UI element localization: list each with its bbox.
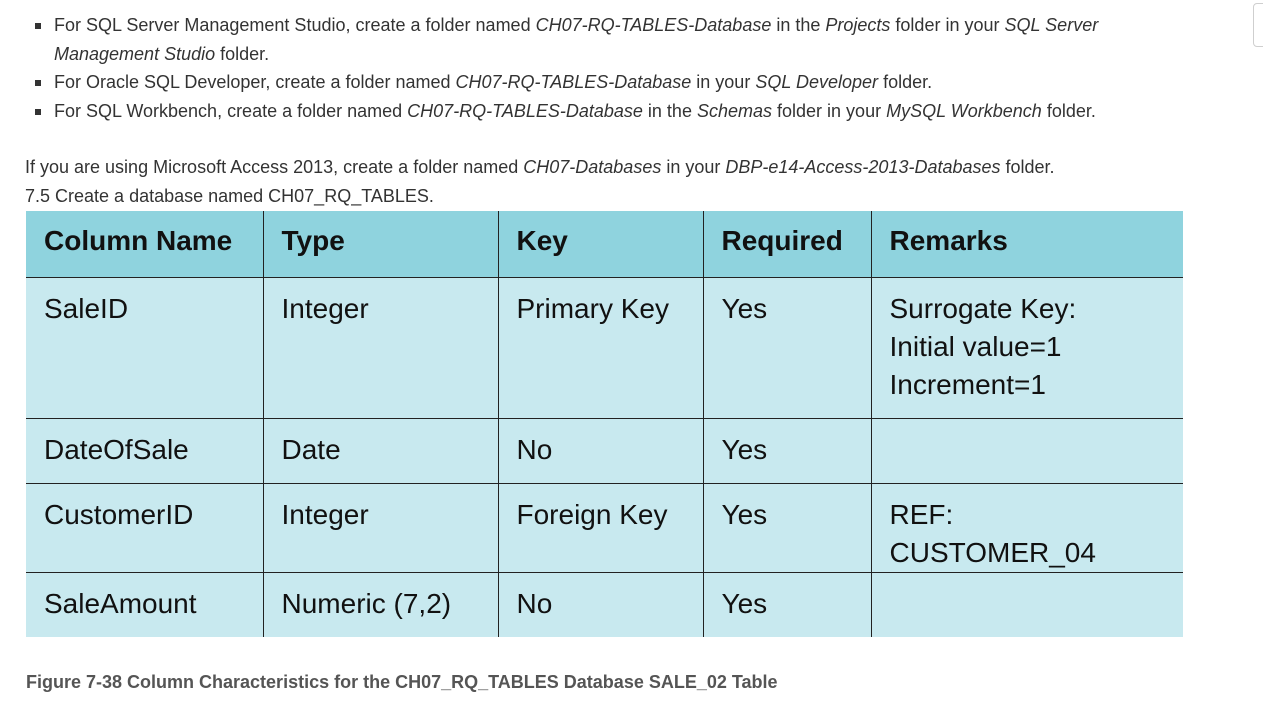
figure-caption: Figure 7-38 Column Characteristics for the CH07_RQ_TABLES Database SALE_02 Table bbox=[26, 672, 778, 692]
list-item bbox=[0, 11, 1174, 68]
header-key: Key bbox=[498, 211, 703, 278]
folder-name: CH07-RQ-TABLES-Database bbox=[455, 72, 692, 92]
cell-key: Primary Key bbox=[498, 278, 703, 419]
folder-name: DBP-e14-Access-2013-Databases bbox=[725, 157, 1001, 177]
folder-name: Projects bbox=[825, 15, 891, 35]
access-instructions bbox=[25, 153, 1055, 210]
remark-line: Increment=1 bbox=[889, 369, 1046, 400]
cell-required: Yes bbox=[703, 419, 871, 484]
text: folder. bbox=[1000, 157, 1055, 177]
exercise-heading: 7.5 Create a database named CH07_RQ_TABLES. bbox=[25, 185, 434, 206]
bullet-square-icon bbox=[35, 23, 41, 29]
access-paragraph bbox=[25, 153, 1055, 182]
folder-name: SQL Developer bbox=[755, 72, 879, 92]
column-characteristics-table bbox=[26, 211, 1183, 637]
text: folder. bbox=[1041, 100, 1096, 121]
cell-type: Date bbox=[263, 419, 498, 484]
side-panel-tab[interactable] bbox=[1253, 3, 1263, 47]
instruction-list bbox=[0, 11, 1200, 125]
bullet-square-icon bbox=[35, 109, 41, 115]
table-row bbox=[26, 419, 1183, 484]
folder-name: Schemas bbox=[696, 100, 773, 121]
folder-name: CH07-RQ-TABLES-Database bbox=[535, 15, 772, 35]
table-row bbox=[26, 484, 1183, 573]
remark-line: REF: CUSTOMER_04 bbox=[889, 499, 1096, 568]
folder-name: CH07-RQ-TABLES-Database bbox=[407, 100, 643, 121]
cell-column-name: CustomerID bbox=[26, 484, 263, 573]
folder-name: CH07-Databases bbox=[523, 157, 662, 177]
text: folder in your bbox=[890, 15, 1005, 35]
text: If you are using Microsoft Access 2013, create a folder named bbox=[25, 157, 524, 177]
cell-column-name: SaleAmount bbox=[26, 573, 263, 638]
cell-remarks bbox=[871, 573, 1183, 638]
header-column-name: Column Name bbox=[26, 211, 263, 278]
folder-name: SQL Server Management Studio bbox=[54, 15, 1099, 64]
table-row bbox=[26, 278, 1183, 419]
bullet-square-icon bbox=[35, 80, 41, 86]
text: in your bbox=[661, 157, 726, 177]
header-type: Type bbox=[263, 211, 498, 278]
header-row bbox=[26, 211, 1183, 278]
cell-required: Yes bbox=[703, 484, 871, 573]
text: folder. bbox=[215, 43, 270, 64]
text: in your bbox=[691, 72, 756, 92]
text: in the bbox=[642, 100, 697, 121]
text: folder in your bbox=[772, 100, 887, 121]
header-remarks: Remarks bbox=[871, 211, 1183, 278]
cell-remarks bbox=[871, 484, 1183, 573]
table-row bbox=[26, 573, 1183, 638]
cell-remarks bbox=[871, 419, 1183, 484]
cell-key: No bbox=[498, 419, 703, 484]
remark-line: Initial value=1 bbox=[889, 331, 1062, 362]
cell-remarks bbox=[871, 278, 1183, 419]
remark-line: Surrogate Key: bbox=[889, 293, 1077, 324]
cell-column-name: DateOfSale bbox=[26, 419, 263, 484]
text: folder. bbox=[878, 72, 933, 92]
cell-key: No bbox=[498, 573, 703, 638]
cell-column-name: SaleID bbox=[26, 278, 263, 419]
text: For Oracle SQL Developer, create a folder named bbox=[54, 72, 456, 92]
cell-type: Integer bbox=[263, 278, 498, 419]
folder-name: MySQL Workbench bbox=[886, 100, 1042, 121]
cell-type: Integer bbox=[263, 484, 498, 573]
text: in the bbox=[771, 15, 826, 35]
cell-key: Foreign Key bbox=[498, 484, 703, 573]
cell-required: Yes bbox=[703, 278, 871, 419]
list-item bbox=[0, 97, 1174, 126]
text: For SQL Workbench, create a folder named bbox=[54, 100, 408, 121]
header-required: Required bbox=[703, 211, 871, 278]
list-item bbox=[0, 68, 1174, 97]
cell-required: Yes bbox=[703, 573, 871, 638]
cell-type: Numeric (7,2) bbox=[263, 573, 498, 638]
text: For SQL Server Management Studio, create a folder named bbox=[54, 15, 536, 35]
